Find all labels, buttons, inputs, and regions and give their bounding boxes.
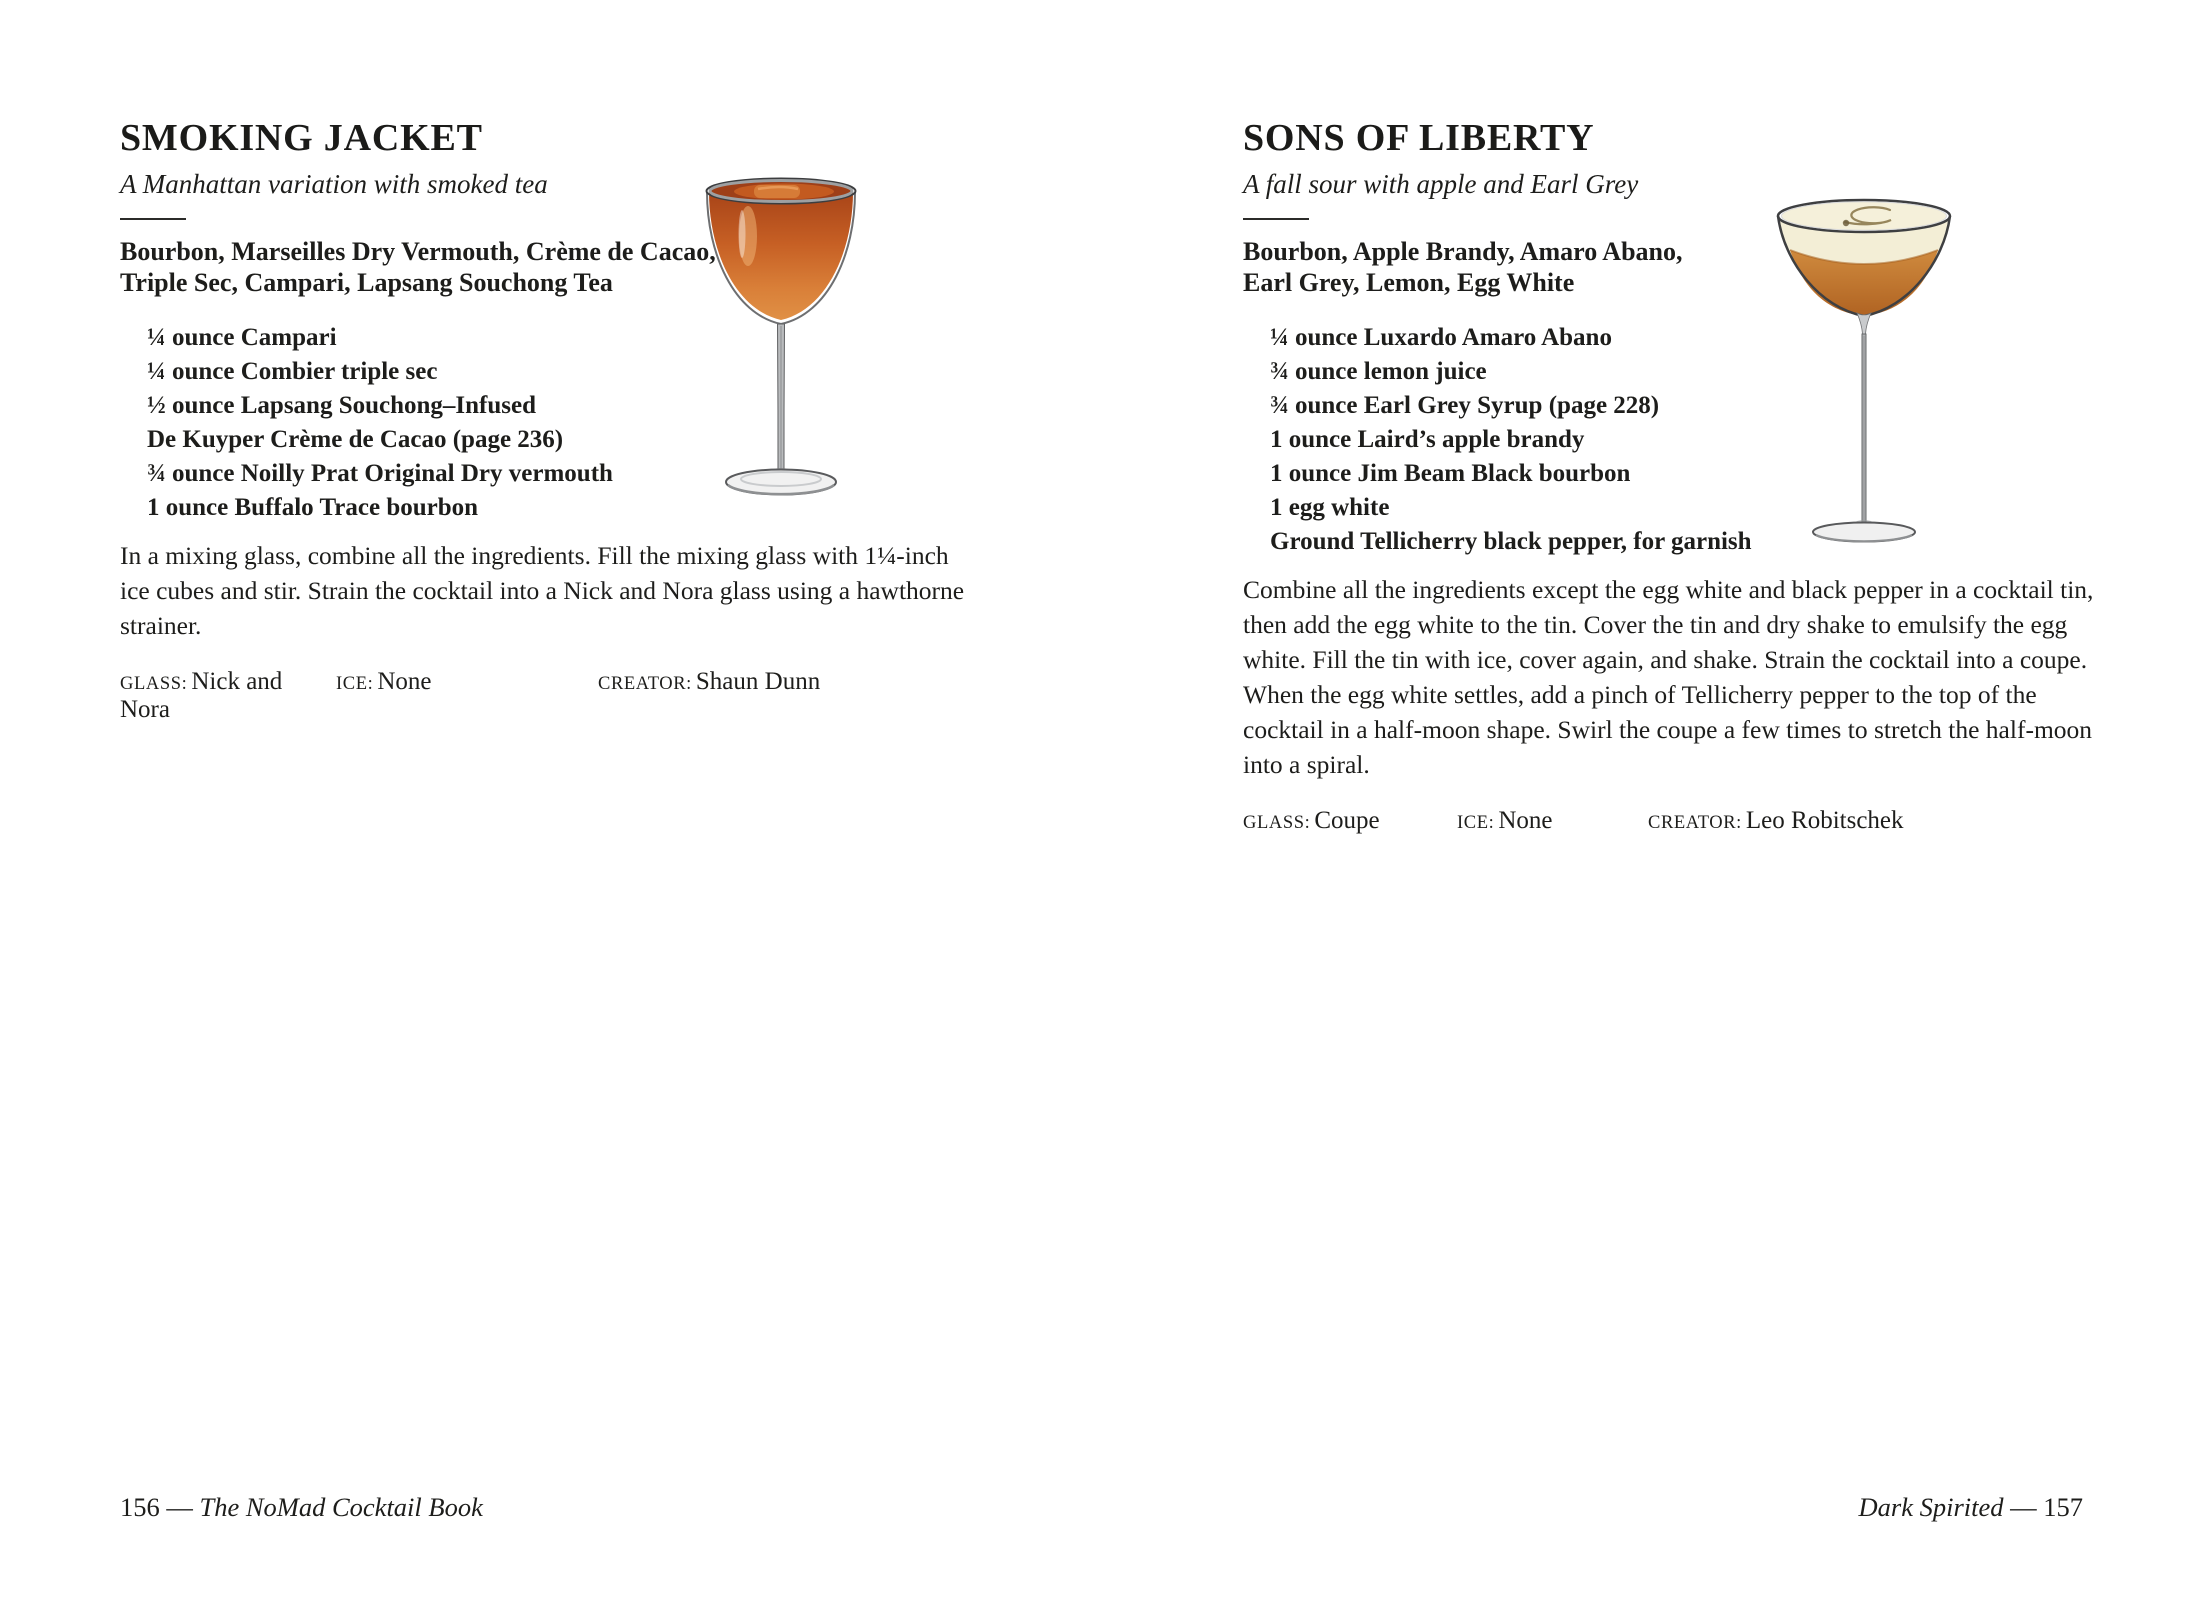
title-rule	[120, 218, 186, 220]
ingredient-line: 1 ounce Jim Beam Black bourbon	[1270, 459, 1631, 487]
ingredient-line: 1 egg white	[1270, 493, 1390, 521]
meta-glass	[1243, 807, 1457, 835]
instructions-paragraph: Combine all the ingredients except the egg white and black pepper in a cocktail tin, then add the egg white to the tin. Cover the tin and dry shake to emulsify the egg white. Fill the tin with ice, cover again, and shake. Strain the cocktail into a coupe. When the egg white settles, add a pinch of Tellicherry pepper to the top of the cocktail in a half-moon shape. Swirl the coupe a few times to stretch the half-moon into a spiral.	[1243, 574, 2094, 779]
meta-ice	[1457, 807, 1648, 835]
ingredient-summary	[120, 236, 1000, 299]
ingredient-line: ¼ ounce Campari	[147, 323, 337, 351]
recipe-smoking-jacket	[120, 118, 1000, 724]
meta-glass	[120, 668, 336, 724]
page-title: SONS OF LIBERTY	[1243, 117, 1595, 159]
glass-label: GLASS:	[120, 673, 188, 694]
ice-value: None	[377, 667, 432, 695]
section-title: Dark Spirited	[1858, 1492, 2004, 1522]
ingredient-line: 1 ounce Buffalo Trace bourbon	[147, 493, 479, 521]
ice-label: ICE:	[336, 673, 374, 694]
ingredient-line: Ground Tellicherry black pepper, for garnish	[1270, 527, 1752, 555]
summary-line: Bourbon, Apple Brandy, Amaro Abano,	[1243, 236, 1683, 266]
creator-value: Shaun Dunn	[695, 667, 821, 695]
ingredient-line: ¾ ounce Noilly Prat Original Dry vermouth	[147, 459, 613, 487]
ingredient-line: De Kuyper Crème de Cacao (page 236)	[147, 425, 564, 453]
recipe-sons-of-liberty	[1243, 118, 2123, 835]
creator-label: CREATOR:	[1648, 812, 1742, 833]
recipe-subtitle: A Manhattan variation with smoked tea	[120, 168, 548, 199]
footer-left	[120, 1492, 483, 1523]
summary-line: Earl Grey, Lemon, Egg White	[1243, 268, 1575, 298]
glass-value: Nick and Nora	[120, 667, 283, 723]
page-title: SMOKING JACKET	[120, 117, 483, 159]
coupe-glass-illustration	[1768, 196, 1960, 546]
recipe-meta	[1243, 807, 2123, 835]
ingredient-line: ¾ ounce lemon juice	[1270, 357, 1487, 385]
recipe-meta	[120, 668, 1000, 724]
ingredient-list	[120, 321, 1000, 525]
meta-ice	[336, 668, 598, 696]
footer-dash: —	[166, 1492, 193, 1522]
title-rule	[1243, 218, 1309, 220]
book-title: The NoMad Cocktail Book	[199, 1492, 483, 1522]
instructions-paragraph: In a mixing glass, combine all the ingredients. Fill the mixing glass with 1¼-inch ice cubes and stir. Strain the cocktail into a Nick and Nora glass using a hawthorne strainer.	[120, 540, 965, 640]
meta-creator	[598, 668, 1000, 696]
page-number: 156	[120, 1492, 160, 1522]
ice-value: None	[1498, 806, 1553, 834]
ingredient-summary	[1243, 236, 2123, 299]
meta-creator	[1648, 807, 2123, 835]
summary-line: Bourbon, Marseilles Dry Vermouth, Crème de Cacao,	[120, 236, 716, 266]
glass-label: GLASS:	[1243, 812, 1311, 833]
creator-label: CREATOR:	[598, 673, 692, 694]
ingredient-line: ¼ ounce Combier triple sec	[147, 357, 438, 385]
nick-and-nora-glass-illustration	[696, 174, 866, 499]
footer-dash: —	[2010, 1492, 2037, 1522]
summary-line: Triple Sec, Campari, Lapsang Souchong Tea	[120, 268, 613, 298]
ingredient-line: ¼ ounce Luxardo Amaro Abano	[1270, 323, 1612, 351]
glass-value: Coupe	[1314, 806, 1380, 834]
ice-label: ICE:	[1457, 812, 1495, 833]
creator-value: Leo Robitschek	[1745, 806, 1904, 834]
page-number: 157	[2043, 1492, 2083, 1522]
recipe-subtitle: A fall sour with apple and Earl Grey	[1243, 168, 1639, 199]
ingredient-line: ¾ ounce Earl Grey Syrup (page 228)	[1270, 391, 1660, 419]
ingredient-line: ½ ounce Lapsang Souchong–Infused	[147, 391, 537, 419]
footer-right	[1859, 1492, 2084, 1523]
ingredient-list	[1243, 321, 2123, 559]
ingredient-line: 1 ounce Laird’s apple brandy	[1270, 425, 1585, 453]
